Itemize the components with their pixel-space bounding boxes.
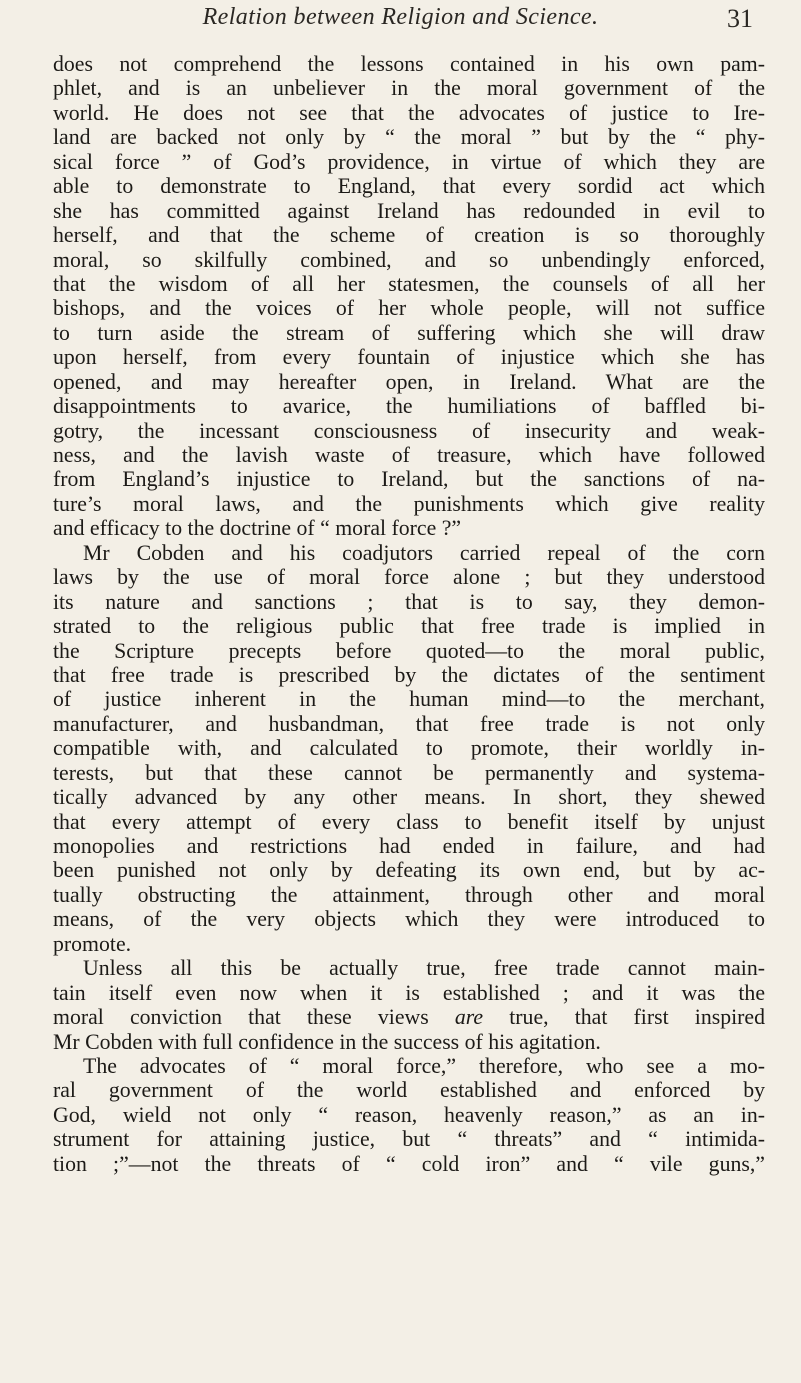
text-line: gotry, the incessant consciousness of insecurity and weak-	[53, 418, 765, 443]
text-line: that the wisdom of all her statesmen, the counsels of all her	[53, 271, 765, 296]
text-line: that free trade is prescribed by the dictates of the sentiment	[53, 662, 765, 687]
text-line: able to demonstrate to England, that every sordid act which	[53, 174, 765, 199]
text-line: means, of the very objects which they were introduced to	[53, 907, 765, 932]
text-segment: moral conviction that these views	[53, 1005, 455, 1030]
text-line: to turn aside the stream of suffering which she will draw	[53, 320, 765, 345]
text-line: sical force ” of God’s providence, in virtue of which they are	[53, 149, 765, 174]
running-head-title: Relation between Religion and Science.	[202, 4, 599, 30]
text-line: its nature and sanctions ; that is to say, they demon-	[53, 589, 765, 614]
text-line: strument for attaining justice, but “ threats” and “ intimida-	[53, 1127, 765, 1152]
text-line: does not comprehend the lessons contained in his own pam-	[53, 52, 765, 76]
text-segment: true, that first inspired	[483, 1005, 766, 1030]
text-line: God, wield not only “ reason, heavenly reason,” as an in-	[53, 1102, 765, 1127]
text-line: and efficacy to the doctrine of “ moral force ?”	[53, 516, 462, 541]
text-line: bishops, and the voices of her whole people, will not suffice	[53, 296, 765, 321]
text-line: strated to the religious public that free trade is implied in	[53, 614, 765, 639]
text-line: land are backed not only by “ the moral ” but by the “ phy-	[53, 125, 765, 150]
paragraph-4	[53, 1054, 765, 1176]
text-line: laws by the use of moral force alone ; but they understood	[53, 565, 765, 590]
text-line: she has committed against Ireland has redounded in evil to	[53, 198, 765, 223]
text-line-mixed	[53, 1005, 765, 1029]
paragraph-1	[53, 52, 765, 541]
paragraph-2	[53, 541, 765, 956]
text-line: opened, and may hereafter open, in Ireland. What are the	[53, 369, 765, 394]
text-line: tually obstructing the attainment, through other and moral	[53, 882, 765, 907]
text-line: compatible with, and calculated to promote, their worldly in-	[53, 736, 765, 761]
text-line: the Scripture precepts before quoted—to the moral public,	[53, 638, 765, 663]
body-text	[53, 52, 765, 1176]
text-line: upon herself, from every fountain of injustice which she has	[53, 345, 765, 370]
text-line: Unless all this be actually true, free trade cannot main-	[83, 956, 765, 981]
text-line: ture’s moral laws, and the punishments which give reality	[53, 491, 765, 516]
text-line: manufacturer, and husbandman, that free trade is not only	[53, 711, 765, 736]
text-line: herself, and that the scheme of creation is so thoroughly	[53, 223, 765, 248]
text-line: promote.	[53, 931, 132, 956]
paragraph-3	[53, 956, 765, 1054]
text-line: disappointments to avarice, the humiliations of baffled bi-	[53, 394, 765, 419]
page-number: 31	[727, 4, 753, 33]
italic-emphasis: are	[454, 1005, 484, 1030]
text-line: that every attempt of every class to benefit itself by unjust	[53, 809, 765, 834]
text-line: Mr Cobden and his coadjutors carried repeal of the corn	[83, 540, 765, 565]
text-line: monopolies and restrictions had ended in failure, and had	[53, 834, 765, 858]
text-line: tain itself even now when it is established ; and it was the	[53, 980, 765, 1005]
text-line: Mr Cobden with full confidence in the success of his agitation.	[53, 1029, 601, 1054]
text-line: moral, so skilfully combined, and so unbendingly enforced,	[53, 247, 765, 272]
text-line: been punished not only by defeating its own end, but by ac-	[53, 858, 765, 883]
text-line: tically advanced by any other means. In short, they shewed	[53, 785, 765, 810]
text-line: terests, but that these cannot be permanently and systema-	[53, 760, 765, 785]
running-head	[0, 4, 801, 32]
text-line: phlet, and is an unbeliever in the moral government of the	[53, 76, 765, 101]
text-line: ness, and the lavish waste of treasure, which have followed	[53, 443, 765, 467]
text-line: of justice inherent in the human mind—to the merchant,	[53, 687, 765, 712]
text-line: from England’s injustice to Ireland, but the sanctions of na-	[53, 467, 765, 492]
text-line: The advocates of “ moral force,” therefore, who see a mo-	[83, 1053, 765, 1078]
text-line: world. He does not see that the advocates of justice to Ire-	[53, 100, 765, 125]
text-line: tion ;”—not the threats of “ cold iron” and “ vile guns,”	[53, 1151, 765, 1176]
text-line: ral government of the world established and enforced by	[53, 1078, 765, 1103]
